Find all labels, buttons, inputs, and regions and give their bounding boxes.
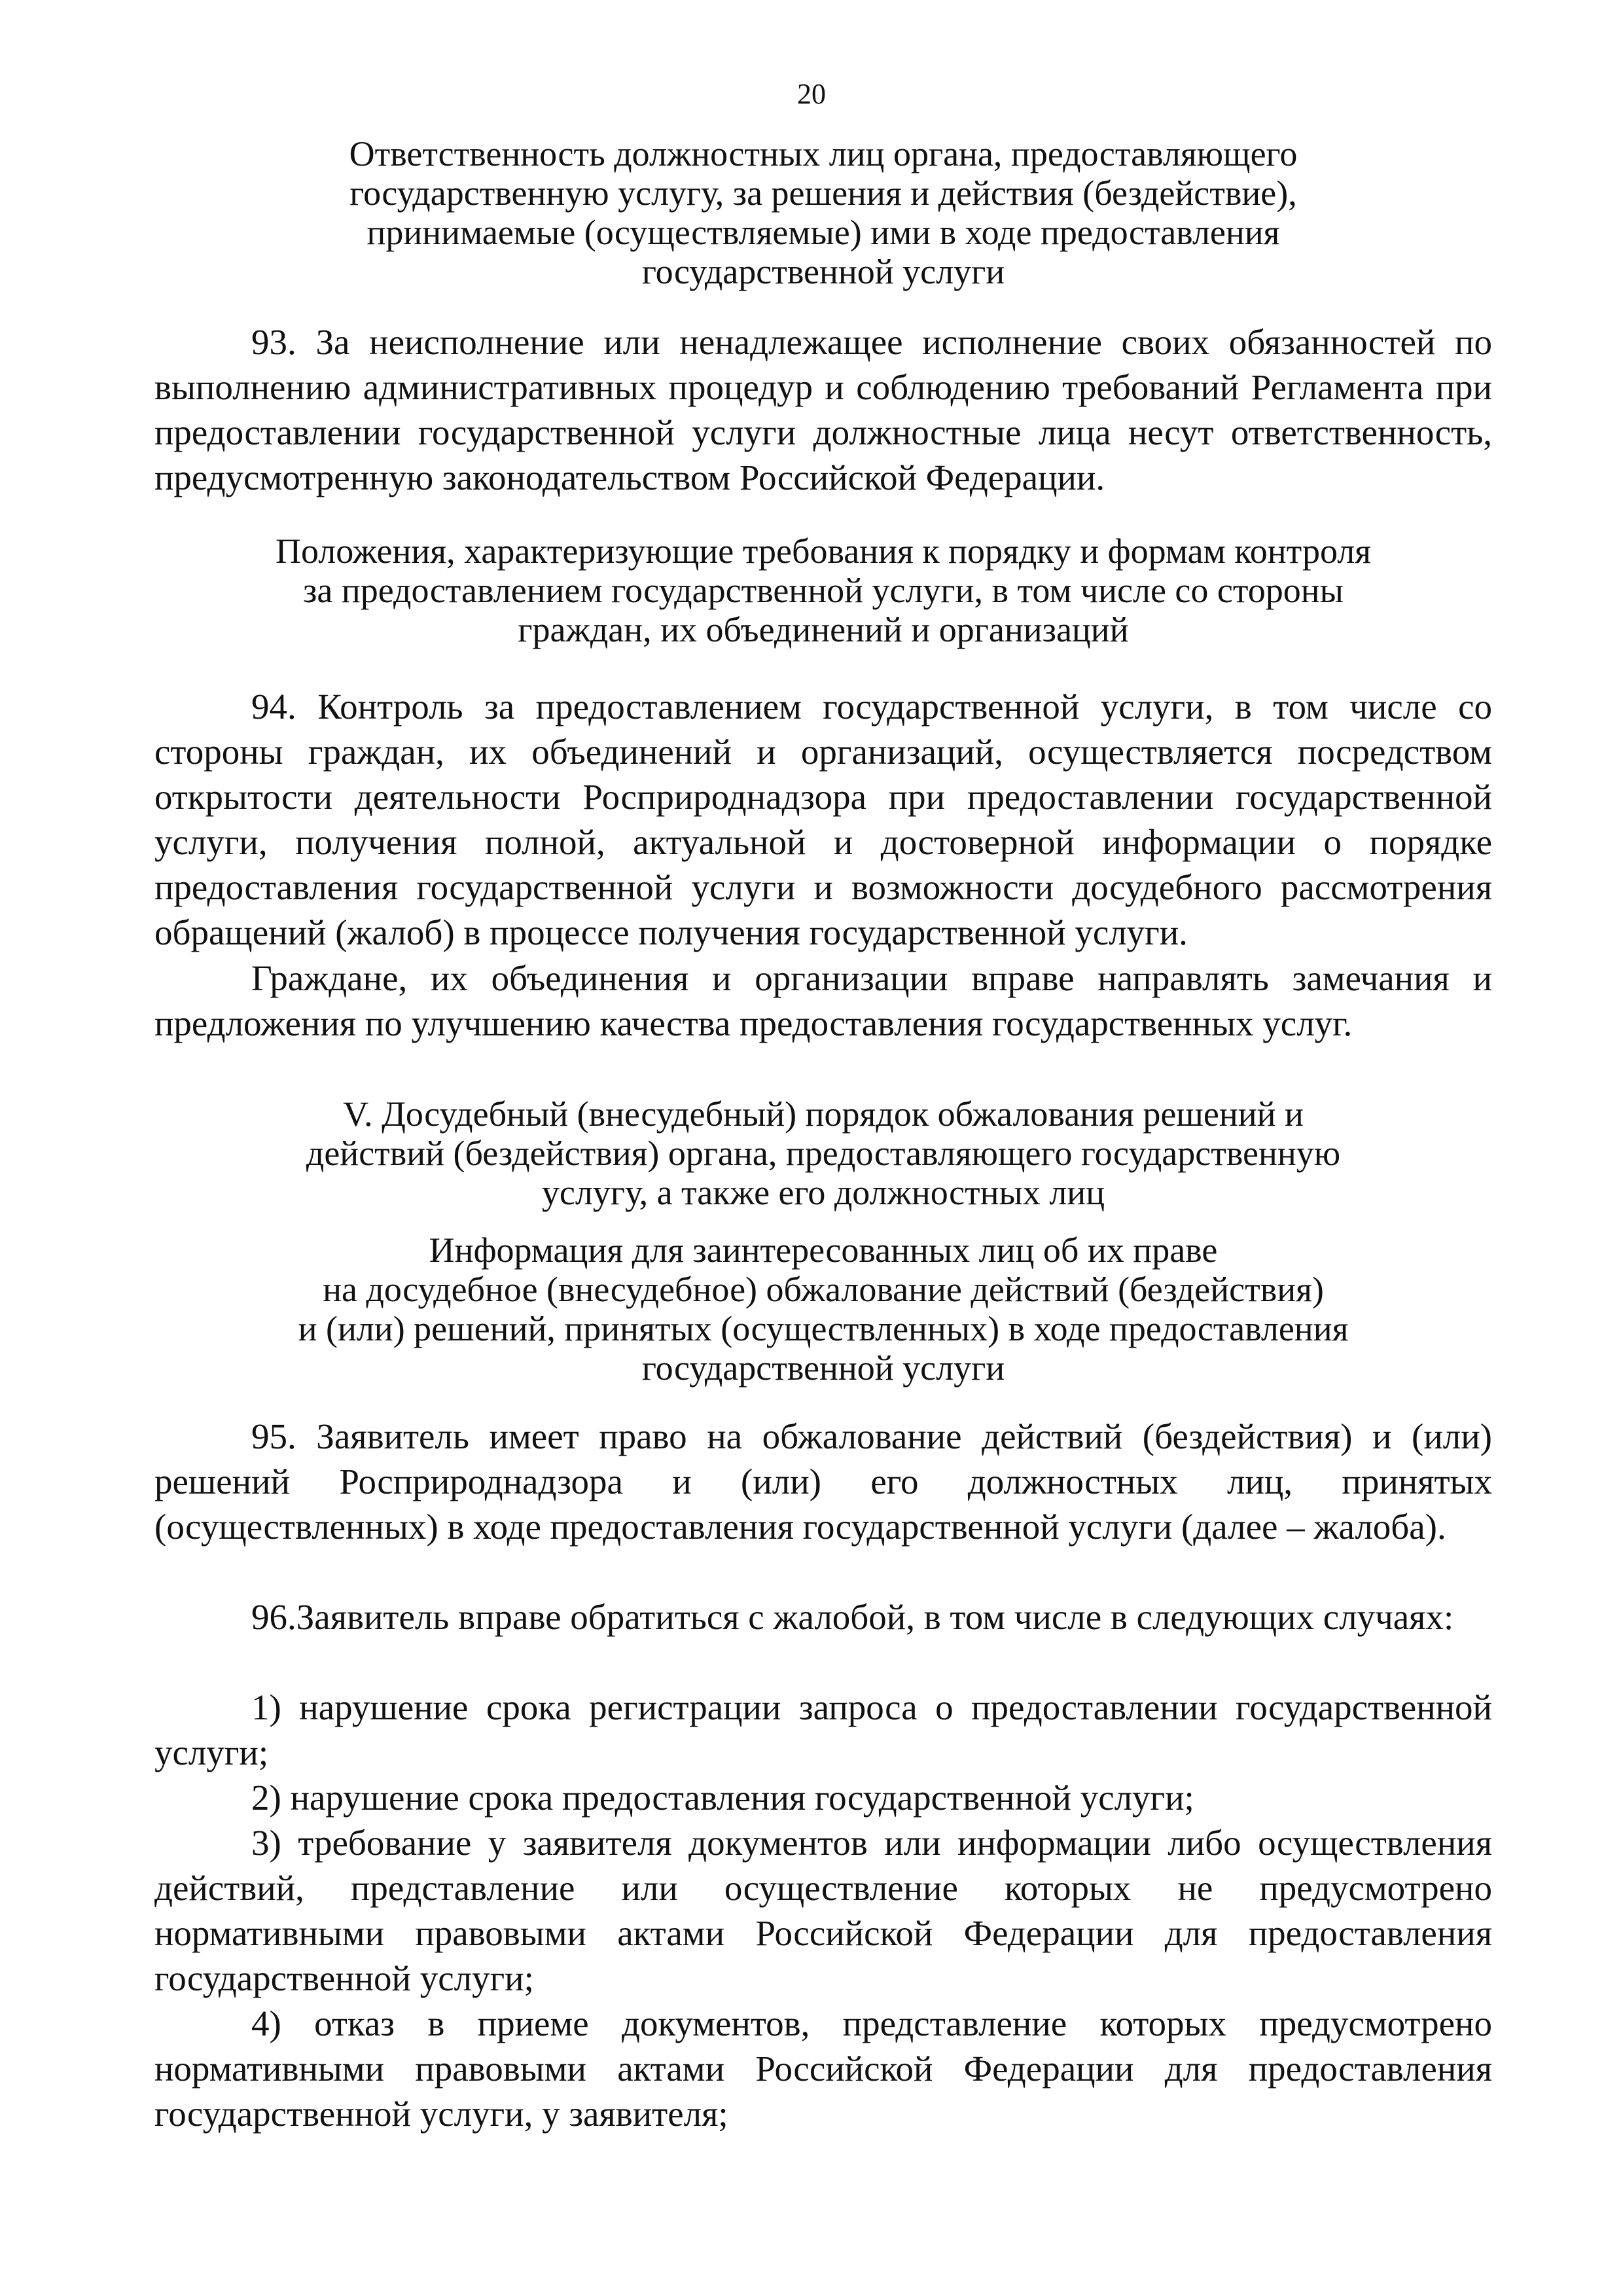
heading-line: за предоставлением государственной услуги, в том числе со стороны [303, 571, 1344, 610]
paragraph-93: 93. За неисполнение или ненадлежащее исполнение своих обязанностей по выполнению административных процедур и соблюдению требований Регламента при предоставлении государственной услуги должностные лица несут ответственность, предусмотренную законодательством Российской Федерации. [154, 322, 1492, 497]
paragraph-95: 95. Заявитель имеет право на обжалование действий (бездействия) и (или) решений Росприроднадзора и (или) его должностных лиц, принятых (осуществленных) в ходе предоставления государственной услуги (далее – жалоба). [154, 1416, 1492, 1547]
heading-section-5 [154, 1094, 1492, 1212]
heading-line: государственной услуги [641, 1348, 1005, 1388]
heading-line: на досудебное (внесудебное) обжалование действий (бездействия) [323, 1270, 1324, 1309]
heading-line: действий (бездействия) органа, предоставляющего государственную [306, 1134, 1341, 1173]
heading-line: государственной услуги [641, 252, 1005, 291]
heading-line: граждан, их объединений и организаций [518, 610, 1129, 649]
heading-line: V. Досудебный (внесудебный) порядок обжалования решений и [343, 1094, 1304, 1134]
heading-line: и (или) решений, принятых (осуществленных) в ходе предоставления [298, 1309, 1349, 1348]
paragraph-96: 96.Заявитель вправе обратиться с жалобой, в том числе в следующих случаях: [251, 1597, 1454, 1637]
heading-control [154, 531, 1492, 649]
heading-line: Информация для заинтересованных лиц об их праве [429, 1230, 1218, 1270]
heading-line: услугу, а также его должностных лиц [541, 1173, 1105, 1212]
list-item-4: 4) отказ в приеме документов, представление которых предусмотрено нормативными правовыми актами Российской Федерации для предоставления государственной услуги, у заявителя; [154, 2003, 1492, 2134]
heading-line: Ответственность должностных лиц органа, предоставляющего [349, 134, 1298, 173]
list-item-2: 2) нарушение срока предоставления государственной услуги; [251, 1778, 1194, 1818]
list-item-3: 3) требование у заявителя документов или информации либо осуществления действий, представление или осуществление которых не предусмотрено нормативными правовыми актами Российской Федерации для предоставления государственной услуги; [154, 1823, 1492, 1998]
heading-line: Положения, характеризующие требования к порядку и формам контроля [275, 531, 1372, 571]
heading-info [154, 1230, 1492, 1388]
list-item-1: 1) нарушение срока регистрации запроса о предоставлении государственной услуги; [154, 1687, 1492, 1772]
paragraph-94: 94. Контроль за предоставлением государственной услуги, в том числе со стороны граждан, их объединений и организаций, осуществляется посредством открытости деятельности Росприроднадзора при предоставлении государственной услуги, получения полной, актуальной и достоверной информации о порядке предоставления государственной услуги и возможности досудебного рассмотрения обращений (жалоб) в процессе получения государственной услуги. [154, 687, 1492, 952]
page-number: 20 [797, 78, 826, 110]
heading-line: государственную услугу, за решения и действия (бездействие), [349, 173, 1297, 213]
paragraph-94-citizens: Граждане, их объединения и организации вправе направлять замечания и предложения по улучшению качества предоставления государственных услуг. [154, 958, 1492, 1043]
heading-line: принимаемые (осуществляемые) ими в ходе предоставления [366, 213, 1280, 252]
heading-responsibility [154, 134, 1492, 291]
